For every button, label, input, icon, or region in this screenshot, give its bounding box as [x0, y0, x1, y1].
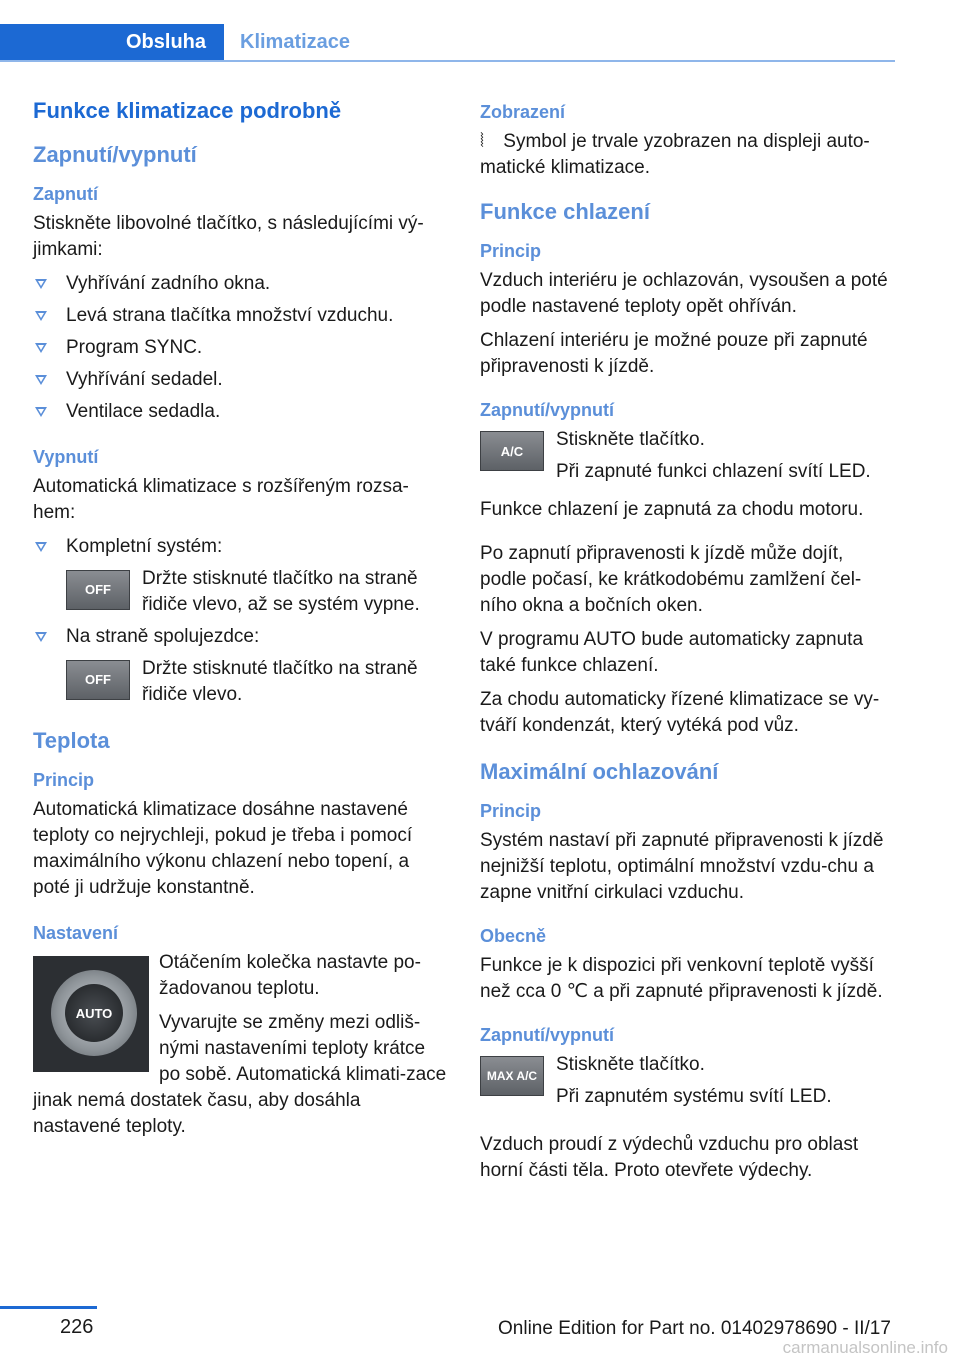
- bullet-triangle-icon: [35, 542, 47, 552]
- heading-max-cooling: Maximální ochlazování: [480, 759, 719, 784]
- bullet-triangle-icon: [35, 407, 47, 417]
- paragraph-setting-2: Vyvarujte se změny mezi odliš‐nými nastaveními teploty krátce po sobě. Automatická klimati‐zace jinak nemá dostatek času, aby dosáhla nastavené teploty.: [33, 1012, 447, 1137]
- heading-onoff: Zapnutí/vypnutí: [33, 142, 197, 167]
- watermark: carmanualsonline.info: [782, 1338, 948, 1357]
- heading-onoff: Zapnutí/vypnutí: [480, 400, 614, 420]
- on-exceptions-list: [33, 271, 448, 425]
- ac-button-icon: A/C: [480, 431, 544, 471]
- list-item: Vyhřívání sedadel.: [33, 367, 448, 393]
- condensate-symbol-icon: ⦚: [480, 131, 482, 152]
- heading-principle: Princip: [480, 241, 542, 261]
- fan-off-button-row: [66, 566, 448, 618]
- heading-off: Vypnutí: [33, 447, 99, 467]
- paragraph-max-3: Vzduch proudí z výdechů vzduchu pro oblast horní části těla. Proto otevřete výdechy.: [480, 1134, 859, 1181]
- right-column: [480, 98, 895, 1192]
- paragraph-cooling-4: Po zapnutí připravenosti k jízdě může dojít, podle počasí, ke krátkodobému zamlžení čel‐ního okna a bočních oken.: [480, 543, 862, 616]
- header-divider: [0, 60, 895, 62]
- bullet-triangle-icon: [35, 632, 47, 642]
- temperature-dial-icon: AUTO: [33, 956, 149, 1072]
- page-number: 226: [60, 1316, 94, 1338]
- list-item: Na straně spolujezdce: OFF Držte stisknuté tlačítko na straně řidiče vlevo.: [33, 624, 448, 708]
- edition-text: Online Edition for Part no. 01402978690 - II/17: [498, 1318, 891, 1339]
- paragraph-principle: Automatická klimatizace dosáhne nastavené teploty co nejrychleji, pokud je třeba i pomocí maximálního výkonu chlazení nebo topení, a poté ji udržuje konstantně.: [33, 799, 413, 898]
- fan-off-button-icon: OFF: [66, 570, 130, 610]
- heading-principle: Princip: [33, 770, 95, 790]
- heading-onoff-2: Zapnutí/vypnutí: [480, 1025, 614, 1045]
- paragraph-cooling-6: Za chodu automaticky řízené klimatizace se vy‐tváří kondenzát, který vytéká pod vůz.: [480, 689, 880, 736]
- bullet-triangle-icon: [35, 279, 47, 289]
- paragraph-cooling-5: V programu AUTO bude automaticky zapnuta také funkce chlazení.: [480, 629, 864, 676]
- ac-button-row: [480, 427, 895, 493]
- heading-display: Zobrazení: [480, 102, 566, 122]
- paragraph-off: Automatická klimatizace s rozšířeným rozsa‐hem:: [33, 476, 409, 523]
- footer-divider: [0, 1306, 97, 1309]
- section-title: Funkce klimatizace podrobně: [33, 98, 342, 123]
- list-item: Vyhřívání zadního okna.: [33, 271, 448, 297]
- fan-off-button-row: [66, 656, 448, 708]
- list-item: Kompletní systém: OFF Držte stisknuté tlačítko na straně řidiče vlevo, až se systém vypne.: [33, 534, 448, 618]
- bullet-triangle-icon: [35, 311, 47, 321]
- paragraph-setting-1: Otáčením kolečka nastavte po‐žadovanou teplotu.: [159, 952, 421, 999]
- paragraph-ac-1: Stiskněte tlačítko.: [556, 429, 705, 450]
- off-list: [33, 534, 448, 708]
- left-column: [33, 98, 448, 1148]
- list-item: Levá strana tlačítka množství vzduchu.: [33, 303, 448, 329]
- paragraph-cooling-3: Funkce chlazení je zapnutá za chodu motoru.: [480, 499, 864, 520]
- paragraph-max-on-1: Stiskněte tlačítko.: [556, 1054, 705, 1075]
- heading-temperature: Teplota: [33, 728, 110, 753]
- paragraph-ac-2: Při zapnuté funkci chlazení svítí LED.: [556, 461, 871, 482]
- heading-cooling: Funkce chlazení: [480, 199, 650, 224]
- heading-setting: Nastavení: [33, 923, 119, 943]
- fan-off-button-icon: OFF: [66, 660, 130, 700]
- paragraph-max-1: Systém nastaví při zapnuté připravenosti k jízdě nejnižší teplotu, optimální množství vzdu‐chu a zapne vnitřní cirkulaci vzduchu.: [480, 830, 884, 903]
- off-instruction-1: Držte stisknuté tlačítko na straně řidiče vlevo, až se systém vypne.: [142, 568, 420, 615]
- off-instruction-2: Držte stisknuté tlačítko na straně řidiče vlevo.: [142, 658, 418, 705]
- list-item: Program SYNC.: [33, 335, 448, 361]
- paragraph-cooling-1: Vzduch interiéru je ochlazován, vysoušen a poté podle nastavené teploty opět ohříván.: [480, 270, 888, 317]
- paragraph-max-on-2: Při zapnutém systému svítí LED.: [556, 1086, 832, 1107]
- bullet-triangle-icon: [35, 375, 47, 385]
- max-ac-button-row: [480, 1052, 895, 1118]
- paragraph-display: ⦚ Symbol je trvale yzobrazen na displeji auto‐matické klimatizace.: [480, 131, 870, 178]
- header-tabs: [0, 24, 895, 62]
- heading-on: Zapnutí: [33, 184, 98, 204]
- tab-klimatizace[interactable]: Klimatizace: [240, 30, 351, 53]
- heading-principle-2: Princip: [480, 801, 542, 821]
- setting-block: [33, 950, 448, 1140]
- list-item: Ventilace sedadla.: [33, 399, 448, 425]
- paragraph-max-2: Funkce je k dispozici při venkovní teplotě vyšší než cca 0 ℃ a při zapnuté připravenosti k jízdě.: [480, 955, 883, 1002]
- heading-general: Obecně: [480, 926, 547, 946]
- paragraph-cooling-2: Chlazení interiéru je možné pouze při zapnuté připravenosti k jízdě.: [480, 330, 868, 377]
- bullet-triangle-icon: [35, 343, 47, 353]
- max-ac-button-icon: MAX A/C: [480, 1056, 544, 1096]
- paragraph-on: Stiskněte libovolné tlačítko, s následujícími vý‐jimkami:: [33, 213, 424, 260]
- tab-obsluha[interactable]: Obsluha: [0, 24, 224, 60]
